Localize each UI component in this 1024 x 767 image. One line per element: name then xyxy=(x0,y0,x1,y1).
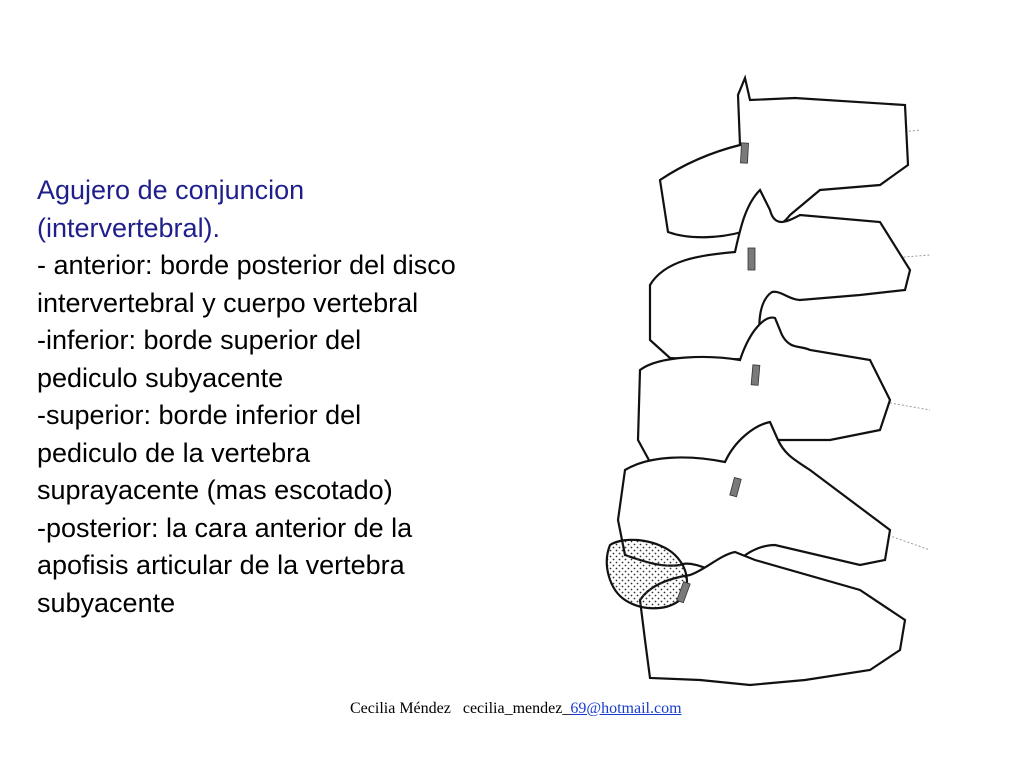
body-line: - anterior: borde posterior del disco xyxy=(37,250,456,280)
body-line: subyacente xyxy=(37,587,176,618)
body-line: pediculo de la vertebra xyxy=(37,437,311,468)
body-line: apofisis articular de la vertebra xyxy=(37,550,405,580)
body-line: -posterior: la cara anterior de la xyxy=(37,512,413,543)
body-line: -inferior: borde superior del xyxy=(37,325,362,355)
spine-diagram xyxy=(590,70,940,690)
body-line: intervertebral y cuerpo vertebral xyxy=(37,287,419,318)
title-line-1: Agujero de conjuncion xyxy=(37,175,305,205)
footer-credit xyxy=(350,700,682,718)
email-prefix: cecilia_mendez_ xyxy=(462,700,571,717)
title-line-2: (intervertebral). xyxy=(37,212,221,243)
body-line: pediculo subyacente xyxy=(37,362,284,393)
vertebra-1 xyxy=(660,78,908,237)
author-name: Cecilia Méndez xyxy=(350,700,451,717)
text-block xyxy=(37,172,577,622)
body-line: suprayacente (mas escotado) xyxy=(37,475,393,505)
email-link[interactable]: 69@hotmail.com xyxy=(570,700,682,717)
body-line: -superior: borde inferior del xyxy=(37,400,362,430)
